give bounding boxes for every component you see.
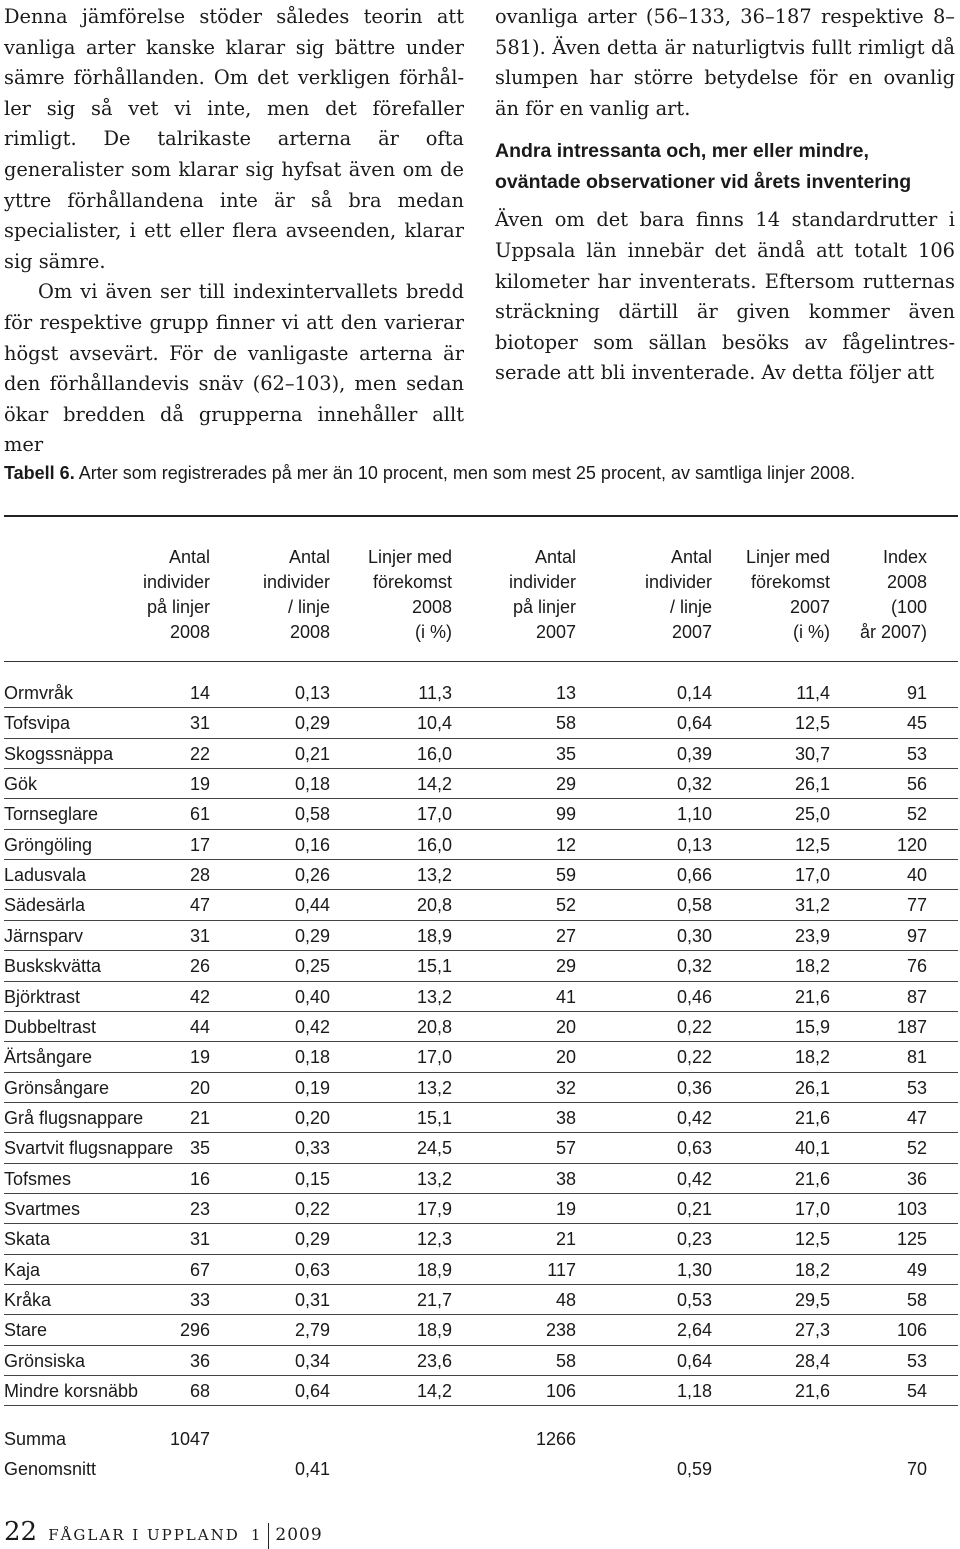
table-cell: 18,9 <box>416 925 452 946</box>
table-cell: 14,2 <box>416 774 452 795</box>
column-header-line: Antal <box>534 547 576 567</box>
table-row <box>0 860 960 890</box>
table-cell: 76 <box>906 956 927 977</box>
paragraph: Om vi även ser till indexintervallets bredd för respektive grupp finner vi att den varierar högst avsevärt. För de vanligaste arterna är den förhållandevis snäv (62–103), men sedan ökar bredden då grupperna innehåller allt mer <box>4 280 464 457</box>
column-header-line: 2008 <box>886 572 927 592</box>
table-cell: 0,63 <box>676 1138 712 1159</box>
table-cell: 53 <box>906 1350 927 1371</box>
table-row <box>0 1194 960 1224</box>
table-cell: 26,1 <box>794 774 830 795</box>
table-caption-text: Arter som registrerades på mer än 10 procent, men som mest 25 procent, av samtliga linjer 2008. <box>74 463 856 483</box>
table-cell: 0,16 <box>294 834 330 855</box>
table-cell: 26,1 <box>794 1077 830 1098</box>
species-name: Kråka <box>4 1290 52 1310</box>
publication-name: FÅGLAR I UPPLAND <box>48 1526 240 1544</box>
table-caption <box>4 461 944 487</box>
table-cell: 31 <box>189 1229 210 1250</box>
species-name: Gröngöling <box>4 834 93 855</box>
table-cell: 0,20 <box>294 1107 330 1128</box>
species-name: Buskskvätta <box>4 956 102 977</box>
table-cell: 19 <box>555 1198 576 1219</box>
table-cell: 10,4 <box>416 713 452 734</box>
table-cell: 125 <box>896 1229 927 1250</box>
table-cell: 58 <box>555 1350 576 1371</box>
table-cell: 42 <box>189 986 210 1007</box>
table-row <box>0 1133 960 1163</box>
table-cell: 68 <box>189 1381 210 1402</box>
table-cell: 26 <box>189 956 210 977</box>
table-cell: 0,18 <box>294 1047 330 1068</box>
table-cell: 17,0 <box>794 865 830 886</box>
table-cell: 28,4 <box>794 1350 830 1371</box>
species-name: Tofsvipa <box>4 713 71 734</box>
column-header <box>368 545 452 645</box>
table-cell: 17 <box>189 834 210 855</box>
table-row <box>0 890 960 920</box>
column-header-line: Linjer med <box>745 547 830 567</box>
column-header-line: 2007 <box>671 622 712 642</box>
column-header-line: (i %) <box>793 622 830 642</box>
table-cell: 0,36 <box>676 1077 712 1098</box>
issue-year: 2009 <box>275 1525 323 1545</box>
summary-row <box>0 1424 960 1454</box>
table-cell: 21,7 <box>416 1290 452 1310</box>
column-header <box>645 545 712 645</box>
table-row <box>0 1073 960 1103</box>
table-cell: 45 <box>906 713 927 734</box>
table-cell: 12 <box>555 834 576 855</box>
table-cell: 1,18 <box>676 1381 712 1402</box>
table-cell: 97 <box>906 925 927 946</box>
column-header-line: på linjer <box>512 597 576 617</box>
table-cell: 0,31 <box>294 1290 330 1310</box>
table-cell: 20 <box>555 1016 576 1037</box>
table-cell: 35 <box>189 1138 210 1159</box>
table-cell: 1266 <box>535 1429 576 1449</box>
table-cell: 0,30 <box>676 925 712 946</box>
table-cell: 14 <box>189 683 210 703</box>
table-cell: 17,9 <box>416 1198 452 1219</box>
table-cell: 0,32 <box>676 774 712 795</box>
table-cell: 17,0 <box>794 1198 830 1219</box>
table-cell: 0,23 <box>676 1229 712 1250</box>
species-name: Summa <box>4 1429 67 1449</box>
table-cell: 87 <box>906 986 927 1007</box>
table-cell: 0,58 <box>294 804 330 825</box>
table-cell: 0,39 <box>676 743 712 764</box>
table-cell: 238 <box>545 1320 576 1341</box>
table-cell: 13 <box>555 683 576 703</box>
caption-divider <box>4 515 958 517</box>
table-cell: 0,34 <box>294 1350 330 1371</box>
table-cell: 21,6 <box>794 1381 830 1402</box>
species-name: Ormvråk <box>4 683 73 703</box>
page-footer <box>4 1517 323 1549</box>
table-cell: 19 <box>189 774 210 795</box>
table-cell: 187 <box>896 1016 927 1037</box>
table-cell: 0,29 <box>294 1229 330 1250</box>
table-cell: 0,22 <box>676 1047 712 1068</box>
table-cell: 49 <box>906 1259 927 1280</box>
table-cell: 67 <box>189 1259 210 1280</box>
column-header <box>746 545 830 645</box>
right-text-column <box>495 2 955 389</box>
table-cell: 28 <box>189 865 210 886</box>
table-cell: 14,2 <box>416 1381 452 1402</box>
table-cell: 20,8 <box>416 1016 452 1037</box>
table-cell: 0,22 <box>676 1016 712 1037</box>
row-divider <box>4 1405 958 1406</box>
column-header-line: individer <box>644 572 712 592</box>
column-header-line: (i %) <box>415 622 452 642</box>
table-cell: 0,59 <box>676 1459 712 1479</box>
page-number: 22 <box>4 1517 38 1547</box>
table-cell: 25,0 <box>794 804 830 825</box>
table-row <box>0 1315 960 1345</box>
table-cell: 23,9 <box>794 925 830 946</box>
table-cell: 0,15 <box>294 1168 330 1189</box>
table-cell: 41 <box>555 986 576 1007</box>
table-cell: 16 <box>189 1168 210 1189</box>
table-cell: 99 <box>555 804 576 825</box>
table-cell: 44 <box>189 1016 210 1037</box>
table-cell: 0,42 <box>294 1016 330 1037</box>
table-cell: 91 <box>906 683 927 703</box>
table-row <box>0 1164 960 1194</box>
table-cell: 24,5 <box>416 1138 452 1159</box>
table-cell: 18,2 <box>794 1047 830 1068</box>
table-cell: 1047 <box>169 1429 210 1449</box>
species-name: Dubbeltrast <box>4 1016 97 1037</box>
species-name: Svartvit flugsnappare <box>4 1138 174 1159</box>
table-cell: 15,9 <box>794 1016 830 1037</box>
table-row <box>0 1346 960 1376</box>
table-cell: 13,2 <box>416 865 452 886</box>
species-name: Tofsmes <box>4 1168 72 1189</box>
table-header <box>0 545 960 645</box>
table-row <box>0 1012 960 1042</box>
table-cell: 23 <box>189 1198 210 1219</box>
table-cell: 20 <box>555 1047 576 1068</box>
table-cell: 56 <box>906 774 927 795</box>
species-name: Gök <box>4 774 38 795</box>
table-cell: 16,0 <box>416 743 452 764</box>
table-cell: 11,3 <box>418 683 452 703</box>
table-cell: 15,1 <box>416 1107 452 1128</box>
table-cell: 2,79 <box>294 1320 330 1341</box>
table-cell: 52 <box>906 1138 927 1159</box>
table-cell: 13,2 <box>416 1077 452 1098</box>
column-header-line: Antal <box>670 547 712 567</box>
table-cell: 29,5 <box>794 1290 830 1310</box>
table-cell: 0,63 <box>294 1259 330 1280</box>
species-name: Skata <box>4 1229 51 1250</box>
table-row <box>0 1285 960 1315</box>
table-row <box>0 1224 960 1254</box>
table-cell: 1,30 <box>676 1259 712 1280</box>
species-name: Björktrast <box>4 986 81 1007</box>
table-cell: 27 <box>555 925 576 946</box>
table-row <box>0 1042 960 1072</box>
table-cell: 12,5 <box>794 1229 830 1250</box>
table-cell: 106 <box>896 1320 927 1341</box>
table-cell: 0,32 <box>676 956 712 977</box>
column-header-line: Antal <box>168 547 210 567</box>
table-cell: 35 <box>555 743 576 764</box>
table-cell: 0,64 <box>676 713 712 734</box>
species-name: Kaja <box>4 1259 41 1280</box>
table-cell: 48 <box>555 1290 576 1310</box>
table-row <box>0 678 960 708</box>
summary-row <box>0 1454 960 1484</box>
species-name: Genomsnitt <box>4 1459 97 1479</box>
table-cell: 31 <box>189 925 210 946</box>
table-cell: 47 <box>906 1107 927 1128</box>
table-cell: 0,64 <box>676 1350 712 1371</box>
table-cell: 19 <box>189 1047 210 1068</box>
column-header <box>860 545 927 645</box>
table-cell: 0,13 <box>294 683 330 703</box>
table-cell: 2,64 <box>676 1320 712 1341</box>
species-name: Svartmes <box>4 1198 81 1219</box>
table-cell: 0,21 <box>676 1198 712 1219</box>
table-cell: 21,6 <box>794 1107 830 1128</box>
table-cell: 0,29 <box>294 713 330 734</box>
species-name: Grönsiska <box>4 1350 86 1371</box>
table-row <box>0 951 960 981</box>
table-cell: 117 <box>547 1259 576 1280</box>
table-cell: 0,46 <box>676 986 712 1007</box>
table-caption-label: Tabell 6. <box>4 463 75 483</box>
table-cell: 0,25 <box>294 956 330 977</box>
table-cell: 18,2 <box>794 1259 830 1280</box>
table-cell: 11,4 <box>796 683 830 703</box>
column-header-line: 2008 <box>169 622 210 642</box>
species-name: Grönsångare <box>4 1077 110 1098</box>
table-cell: 29 <box>555 774 576 795</box>
table-cell: 81 <box>906 1047 927 1068</box>
column-header-line: individer <box>142 572 210 592</box>
left-text-column <box>4 2 464 461</box>
table-cell: 70 <box>906 1459 927 1479</box>
header-divider <box>4 661 958 662</box>
table-cell: 57 <box>555 1138 576 1159</box>
column-header-line: år 2007) <box>859 622 927 642</box>
table-cell: 0,19 <box>294 1077 330 1098</box>
table-cell: 38 <box>555 1168 576 1189</box>
table-cell: 0,18 <box>294 774 330 795</box>
column-header-line: (100 <box>890 597 927 617</box>
table-cell: 0,42 <box>676 1107 712 1128</box>
table-cell: 296 <box>179 1320 210 1341</box>
column-header-line: Linjer med <box>367 547 452 567</box>
species-name: Skogssnäppa <box>4 743 114 764</box>
table-cell: 31 <box>189 713 210 734</box>
table-cell: 32 <box>555 1077 576 1098</box>
table-cell: 36 <box>906 1168 927 1189</box>
table-cell: 52 <box>555 895 576 916</box>
table-cell: 30,7 <box>794 743 830 764</box>
table-cell: 0,29 <box>294 925 330 946</box>
column-header-line: 2008 <box>289 622 330 642</box>
table-cell: 40 <box>906 865 927 886</box>
table-cell: 17,0 <box>416 1047 452 1068</box>
column-header-line: individer <box>508 572 576 592</box>
table-cell: 12,5 <box>794 713 830 734</box>
table-cell: 20 <box>189 1077 210 1098</box>
table-cell: 53 <box>906 743 927 764</box>
table-cell: 13,2 <box>416 1168 452 1189</box>
table-cell: 47 <box>189 895 210 916</box>
column-header-line: individer <box>262 572 330 592</box>
table-cell: 0,21 <box>294 743 330 764</box>
table-cell: 18,9 <box>416 1320 452 1341</box>
column-header-line: på linjer <box>146 597 210 617</box>
table-cell: 58 <box>906 1290 927 1310</box>
species-name: Stare <box>4 1320 48 1341</box>
column-header-line: / linje <box>669 597 712 617</box>
table-cell: 58 <box>555 713 576 734</box>
table-cell: 23,6 <box>416 1350 452 1371</box>
species-name: Ladusvala <box>4 865 87 886</box>
table-cell: 21 <box>555 1229 576 1250</box>
table-cell: 40,1 <box>794 1138 830 1159</box>
species-name: Mindre korsnäbb <box>4 1381 139 1402</box>
table-cell: 12,3 <box>416 1229 452 1250</box>
table-row <box>0 830 960 860</box>
column-header-line: Antal <box>288 547 330 567</box>
table-cell: 18,2 <box>794 956 830 977</box>
species-name: Ärtsångare <box>4 1047 93 1068</box>
table-cell: 12,5 <box>794 834 830 855</box>
table-cell: 15,1 <box>416 956 452 977</box>
column-header-line: förekomst <box>750 572 830 592</box>
table-row <box>0 982 960 1012</box>
table-cell: 59 <box>555 865 576 886</box>
table-cell: 106 <box>545 1381 576 1402</box>
table-row <box>0 1376 960 1406</box>
table-cell: 0,44 <box>294 895 330 916</box>
column-header-line: förekomst <box>372 572 452 592</box>
column-header-line: / linje <box>287 597 330 617</box>
table-row <box>0 1103 960 1133</box>
table-cell: 18,9 <box>416 1259 452 1280</box>
table-cell: 0,41 <box>294 1459 330 1479</box>
table-cell: 52 <box>906 804 927 825</box>
column-header <box>509 545 576 645</box>
column-header-line: 2007 <box>789 597 830 617</box>
column-header <box>143 545 210 645</box>
table-cell: 0,42 <box>676 1168 712 1189</box>
section-heading: Andra intressanta och, mer eller mindre, oväntade observationer vid årets inventering <box>495 140 912 193</box>
paragraph: ovanliga arter (56–133, 36–187 respektive 8–581). Även detta är naturligtvis fullt rimligt då slumpen har större betydelse för en ovanlig än för en vanlig art. <box>495 5 955 120</box>
column-header-line: 2007 <box>535 622 576 642</box>
table-cell: 1,10 <box>676 804 712 825</box>
table-cell: 0,66 <box>676 865 712 886</box>
column-header-line: 2008 <box>411 597 452 617</box>
species-name: Järnsparv <box>4 925 84 946</box>
table-cell: 0,40 <box>294 986 330 1007</box>
table-cell: 20,8 <box>416 895 452 916</box>
paragraph: Denna jämförelse stöder således teorin att vanliga arter kanske klarar sig bättre under sämre förhållanden. Om det verkligen förhåller sig så vet vi inte, men det förefaller rimligt. De talrikaste arterna är ofta generalister som klarar sig hyfsat även om de yttre förhållandena inte är så bra medan specialister, i ett eller flera avseenden, klarar sig sämre. <box>4 5 464 273</box>
table-cell: 0,33 <box>294 1138 330 1159</box>
table-cell: 0,26 <box>294 865 330 886</box>
paragraph: Även om det bara finns 14 standardrutter i Uppsala län innebär det ändå att totalt 106 kilometer har inventerats. Eftersom rutternas sträckning därtill är given kommer även biotoper som sällan besöks av fågelintresserade att bli inventerade. Av detta följer att <box>495 208 955 385</box>
table-row <box>0 708 960 738</box>
table-cell: 120 <box>896 834 927 855</box>
table-cell: 36 <box>189 1350 210 1371</box>
table-cell: 31,2 <box>794 895 830 916</box>
table-cell: 13,2 <box>416 986 452 1007</box>
table-cell: 17,0 <box>416 804 452 825</box>
table-row <box>0 799 960 829</box>
table-row <box>0 739 960 769</box>
table-cell: 53 <box>906 1077 927 1098</box>
table-cell: 0,64 <box>294 1381 330 1402</box>
table-row <box>0 769 960 799</box>
table-cell: 33 <box>189 1290 210 1310</box>
table-cell: 22 <box>189 743 210 764</box>
issue-number: 1 <box>250 1526 263 1544</box>
table-cell: 29 <box>555 956 576 977</box>
table-cell: 16,0 <box>416 834 452 855</box>
table-cell: 77 <box>906 895 927 916</box>
table-cell: 21 <box>189 1107 210 1128</box>
table-cell: 0,14 <box>676 683 712 703</box>
table-cell: 54 <box>906 1381 927 1402</box>
table-cell: 61 <box>189 804 210 825</box>
table-cell: 38 <box>555 1107 576 1128</box>
footer-separator <box>268 1523 269 1549</box>
table-row <box>0 1255 960 1285</box>
table-cell: 0,22 <box>294 1198 330 1219</box>
table-cell: 0,58 <box>676 895 712 916</box>
species-name: Grå flugsnappare <box>4 1107 144 1128</box>
table-row <box>0 921 960 951</box>
species-name: Sädesärla <box>4 895 86 916</box>
column-header <box>263 545 330 645</box>
table-cell: 103 <box>896 1198 927 1219</box>
column-header-line: Index <box>882 547 927 567</box>
table-cell: 0,13 <box>676 834 712 855</box>
table-cell: 0,53 <box>676 1290 712 1310</box>
table-cell: 21,6 <box>794 1168 830 1189</box>
species-name: Tornseglare <box>4 804 99 825</box>
table-cell: 27,3 <box>794 1320 830 1341</box>
table-cell: 21,6 <box>794 986 830 1007</box>
